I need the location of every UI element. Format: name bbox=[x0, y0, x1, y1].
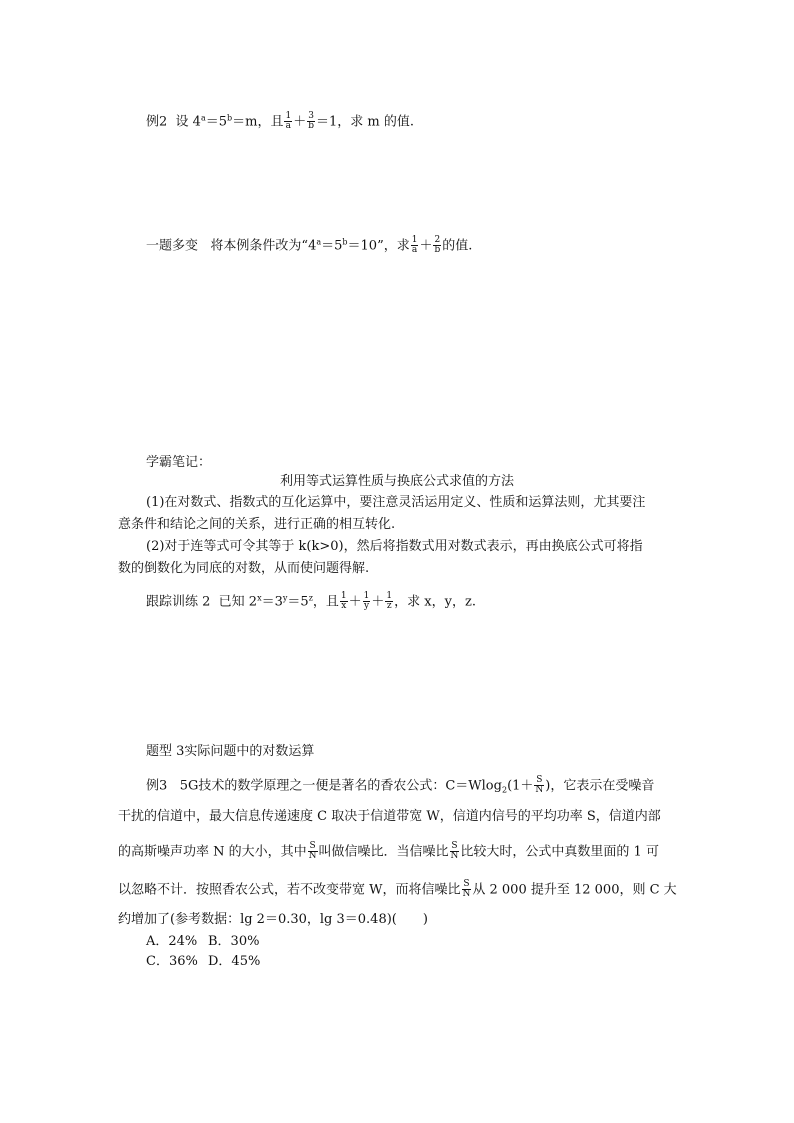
option-a[interactable]: A．24% bbox=[146, 934, 198, 949]
subscript: 2 bbox=[501, 785, 508, 795]
fraction: $\frac{1}{z}$ bbox=[386, 591, 393, 612]
notes-heading: 利用等式运算性质与换底公式求值的方法 bbox=[279, 474, 514, 489]
notes-paragraph: (1)在对数式、指数式的互化运算中，要注意灵活运用定义、性质和运算法则，尤其要注 bbox=[146, 495, 646, 510]
training2-text: 已知 2 bbox=[218, 594, 258, 610]
example3-text: 叫做信噪比．当信噪比 bbox=[318, 844, 449, 860]
example3-line bbox=[118, 880, 677, 900]
plus-sign: ＋ bbox=[371, 594, 385, 610]
example3-text: 从 2 000 提升至 12 000，则 C 大 bbox=[472, 882, 677, 898]
exponent: a bbox=[316, 237, 322, 247]
example3-label: 例3 bbox=[146, 778, 168, 794]
example2-line bbox=[146, 112, 414, 132]
training2-label: 跟踪训练 2 bbox=[146, 594, 211, 610]
example3-text: (1＋ bbox=[507, 778, 534, 794]
example2-text: ＝1，求 m 的值. bbox=[315, 114, 414, 130]
exponent: a bbox=[200, 113, 206, 123]
notes-paragraph: (2)对于连等式可令其等于 k(k>0)，然后将指数式用对数式表示，再由换底公式可将指 bbox=[146, 539, 643, 554]
variant-text: 的值. bbox=[442, 238, 473, 254]
notes-title: 学霸笔记： bbox=[146, 455, 212, 470]
example3-text: 5G技术的数学原理之一便是著名的香农公式：C＝Wlog bbox=[179, 778, 502, 794]
fraction: $\frac{S}{N}$ bbox=[535, 775, 544, 796]
fraction: $\frac{1}{x}$ bbox=[340, 591, 347, 612]
fraction: $\frac{1}{y}$ bbox=[363, 591, 370, 612]
plus-sign: ＋ bbox=[293, 114, 307, 130]
fraction: $\frac{S}{N}$ bbox=[308, 841, 317, 862]
example3-text: )，它表示在受噪音 bbox=[545, 778, 655, 794]
fraction: $\frac{S}{N}$ bbox=[462, 879, 471, 900]
training2-text: ＝5 bbox=[287, 594, 309, 610]
answer-options-row bbox=[146, 935, 270, 948]
example3-text: 干扰的信道中，最大信息传递速度 C 取决于信道带宽 W，信道内信号的平均功率 S，信道内部 bbox=[118, 809, 661, 824]
fraction: $\frac{1}{a}$ bbox=[411, 235, 418, 256]
example2-label: 例2 bbox=[146, 114, 168, 130]
exponent: z bbox=[308, 593, 313, 603]
example3-text: 约增加了(参考数据：lg 2＝0.30，lg 3＝0.48)( ) bbox=[118, 912, 428, 927]
training2-text: ，求 x，y，z. bbox=[394, 594, 476, 610]
answer-options-row bbox=[146, 955, 270, 968]
example2-text: ＝m，且 bbox=[232, 114, 284, 130]
training2-line bbox=[146, 592, 476, 612]
variant-text: ＝5 bbox=[321, 238, 343, 254]
option-b[interactable]: B．30% bbox=[208, 934, 260, 949]
notes-paragraph: 数的倒数化为同底的对数，从而使问题得解. bbox=[118, 561, 370, 576]
variant-text: 将本例条件改为“4 bbox=[210, 238, 317, 254]
fraction: $\frac{2}{b}$ bbox=[434, 235, 441, 256]
example3-line bbox=[146, 776, 654, 796]
example3-text: 的高斯噪声功率 N 的大小，其中 bbox=[118, 844, 307, 860]
example3-text: 比较大时，公式中真数里面的 1 可 bbox=[460, 844, 659, 860]
example3-text: 以忽略不计．按照香农公式，若不改变带宽 W，而将信噪比 bbox=[118, 882, 461, 898]
notes-paragraph: 意条件和结论之间的关系，进行正确的相互转化. bbox=[118, 517, 396, 532]
exponent: b bbox=[227, 113, 233, 123]
example2-text: 设 4 bbox=[175, 114, 201, 130]
exponent: b bbox=[342, 237, 348, 247]
exponent: y bbox=[282, 593, 288, 603]
plus-sign: ＋ bbox=[419, 238, 433, 254]
variant-label: 一题多变 bbox=[146, 238, 199, 254]
option-c[interactable]: C．36% bbox=[146, 954, 198, 969]
section-title: 题型 3实际问题中的对数运算 bbox=[146, 744, 315, 759]
example3-line bbox=[118, 842, 659, 862]
plus-sign: ＋ bbox=[348, 594, 362, 610]
fraction: $\frac{S}{N}$ bbox=[450, 841, 459, 862]
exponent: x bbox=[257, 593, 262, 603]
training2-text: ，且 bbox=[312, 594, 339, 610]
fraction: $\frac{1}{a}$ bbox=[285, 111, 292, 132]
training2-text: ＝3 bbox=[261, 594, 283, 610]
variant-line bbox=[146, 236, 472, 256]
option-d[interactable]: D．45% bbox=[208, 954, 261, 969]
fraction: $\frac{3}{b}$ bbox=[308, 111, 314, 132]
example2-text: ＝5 bbox=[205, 114, 228, 130]
variant-text: ＝10”，求 bbox=[347, 238, 410, 254]
